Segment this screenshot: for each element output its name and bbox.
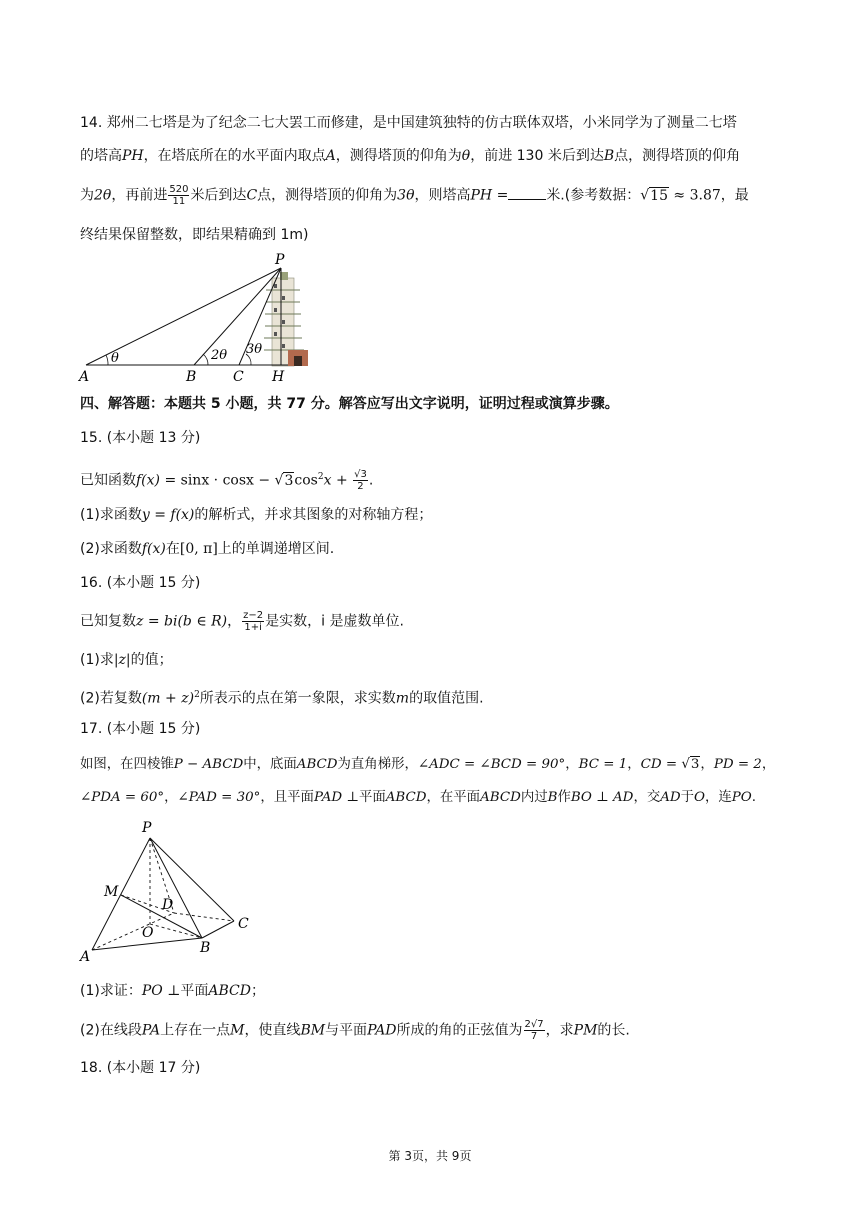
- text: 是实数，i 是虚数单位.: [265, 613, 404, 630]
- edge-AD: [92, 913, 174, 950]
- text: .: [751, 790, 757, 805]
- text: 为: [80, 187, 94, 204]
- text: 所成的角的正弦值为: [396, 1022, 523, 1039]
- q17-stem-line-1: [80, 754, 790, 776]
- label-2theta: 2θ: [211, 348, 228, 363]
- text: 15. (本小题 13 分): [80, 430, 201, 446]
- q15-head: [80, 427, 790, 449]
- superscript: 2: [317, 472, 324, 482]
- text: 米后到达: [190, 187, 247, 204]
- math: ABCD: [480, 790, 521, 805]
- fraction-numerator: 2√7: [524, 1019, 544, 1030]
- math: B: [547, 790, 558, 805]
- q14-line-1: [80, 112, 790, 134]
- math: CD =: [640, 757, 682, 772]
- math: ∠PDA = 60°: [80, 790, 165, 805]
- math: PD = 2: [713, 757, 762, 772]
- math: z = bi: [136, 613, 178, 630]
- fraction-numerator: √3: [354, 469, 367, 481]
- radicand: 3: [284, 472, 294, 489]
- text: ，在平面: [426, 790, 481, 805]
- math: M: [230, 1022, 245, 1039]
- text: (2)求函数: [80, 541, 142, 557]
- label-P: P: [275, 252, 285, 268]
- math: PO ⊥: [141, 983, 181, 999]
- text: (1)求函数: [80, 507, 142, 523]
- label-M: M: [104, 884, 119, 900]
- text: 点，测得塔顶的仰角: [614, 148, 741, 164]
- text: .: [368, 472, 374, 489]
- text: 18. (本小题 17 分): [80, 1060, 201, 1076]
- text: 已知函数: [80, 472, 136, 489]
- text: ，求: [545, 1022, 574, 1039]
- text: ，连: [705, 790, 732, 805]
- q17-stem-line-2: [80, 787, 790, 809]
- text: (1)求证：: [80, 983, 142, 999]
- q15-part-2: [80, 538, 790, 560]
- tower-illustration: [264, 272, 308, 366]
- math: x +: [323, 472, 353, 489]
- math: (b ∈ R): [177, 613, 228, 630]
- text: 上存在一点: [160, 1022, 231, 1039]
- math: B: [603, 148, 615, 164]
- fraction-denominator: 7: [530, 1031, 538, 1042]
- text: ，交: [633, 790, 661, 805]
- q14-line-2: [80, 145, 790, 167]
- fraction: [353, 469, 368, 492]
- q14-text: 14. 郑州二七塔是为了纪念二七大罢工而修建，是中国建筑独特的仿古联体双塔，小米同学为了测量二七塔: [80, 115, 737, 131]
- label-P: P: [142, 820, 152, 836]
- math: O: [694, 790, 706, 805]
- text: 的塔高: [80, 148, 122, 164]
- math: ∠PAD = 30°: [177, 790, 261, 805]
- text: ，且平面: [260, 790, 314, 805]
- label-D: D: [162, 897, 174, 913]
- math: 2θ: [94, 187, 112, 204]
- text: 与平面: [325, 1022, 368, 1039]
- math: BC = 1: [578, 757, 628, 772]
- text: ，在塔底所在的水平面内取点: [143, 148, 326, 164]
- q15-part-1: [80, 504, 790, 526]
- q17-part-1: [80, 980, 790, 1002]
- q15-stem: [80, 466, 790, 492]
- text: 米.(参考数据：: [546, 187, 641, 204]
- q14-line-4: [80, 224, 790, 246]
- fraction-denominator: 2: [357, 481, 364, 493]
- label-A: A: [79, 369, 90, 385]
- text: 作: [557, 790, 571, 805]
- label-B: B: [186, 369, 197, 385]
- text: 已知复数: [80, 613, 136, 630]
- text: 点，测得塔顶的仰角为: [257, 187, 398, 204]
- angle-arc-A: [106, 355, 108, 365]
- math: BO ⊥ AD: [570, 790, 634, 805]
- text: 的值；: [130, 652, 173, 668]
- math: y = f(x): [141, 507, 195, 523]
- math: BM: [300, 1022, 326, 1039]
- math: m: [395, 690, 410, 707]
- fraction-numerator: z−2: [243, 610, 264, 621]
- text: 17. (本小题 15 分): [80, 721, 201, 737]
- fraction: [524, 1019, 545, 1042]
- text: 在: [165, 541, 180, 557]
- math: A: [325, 148, 336, 164]
- text: 平面: [358, 790, 386, 805]
- label-theta: θ: [111, 351, 119, 366]
- math: ABCD: [208, 983, 251, 999]
- text: ，: [227, 613, 242, 630]
- text: 于: [680, 790, 695, 805]
- math: AD: [660, 790, 681, 805]
- math: 3θ: [397, 187, 415, 204]
- q14-tower-figure: [76, 250, 326, 385]
- math: f(x): [141, 541, 166, 557]
- page-footer: 第 3页，共 9页: [388, 1149, 472, 1163]
- text: ，: [164, 790, 178, 805]
- label-3theta: 3θ: [246, 342, 263, 357]
- sqrt-3: √3: [274, 472, 294, 489]
- label-C: C: [238, 916, 249, 932]
- section-4-heading: [80, 393, 790, 415]
- fraction-denominator: 1+i: [244, 622, 262, 633]
- math: [0, π]: [179, 541, 218, 557]
- text: ；: [250, 983, 265, 999]
- radicand: 15: [650, 187, 668, 204]
- fraction: [242, 610, 264, 633]
- text: (2)若复数: [80, 690, 142, 707]
- q16-part-1: [80, 649, 790, 671]
- q17-head: [80, 718, 790, 740]
- text: 为直角梯形，: [337, 757, 418, 772]
- math: |z|: [113, 652, 131, 668]
- math: PAD ⊥: [313, 790, 359, 805]
- segment-OB: [150, 924, 202, 938]
- angle-arc-B: [203, 354, 208, 365]
- math: f(x) =: [136, 472, 181, 489]
- text: 的解析式，并求其图象的对称轴方程；: [194, 507, 433, 523]
- text: 内过: [520, 790, 548, 805]
- math: PAD: [367, 1022, 397, 1039]
- q18-head: [80, 1057, 790, 1079]
- text: ，: [565, 757, 579, 772]
- q14-line-3: [80, 184, 790, 207]
- text: 16. (本小题 15 分): [80, 575, 201, 591]
- math: sinx · cosx −: [180, 472, 275, 489]
- radicand: 3: [690, 757, 700, 772]
- text: ，: [700, 757, 714, 772]
- math: ABCD: [385, 790, 427, 805]
- math: ≈ 3.87: [668, 187, 721, 204]
- fraction: [168, 184, 189, 207]
- q16-head: [80, 572, 790, 594]
- text: ，最: [720, 187, 749, 204]
- fraction-denominator: 11: [172, 196, 186, 207]
- text: ，再前进: [111, 187, 168, 204]
- math: cos: [294, 472, 318, 489]
- text: 所表示的点在第一象限，求实数: [199, 690, 396, 707]
- text: ，: [761, 757, 776, 772]
- math: C: [246, 187, 258, 204]
- math: PA: [141, 1022, 161, 1039]
- text: ，前进 130 米后到达: [470, 148, 604, 164]
- q17-pyramid-figure: [74, 818, 264, 966]
- text: 上的单调递增区间.: [217, 541, 335, 557]
- edge-PB: [150, 838, 202, 938]
- text: ，则塔高: [414, 187, 471, 204]
- math: PM: [573, 1022, 598, 1039]
- q16-stem: [80, 610, 790, 633]
- math: (m + z): [141, 690, 195, 707]
- fraction-numerator: 520: [169, 184, 189, 195]
- label-B: B: [200, 940, 211, 956]
- text: (2)在线段: [80, 1022, 142, 1039]
- text: 终结果保留整数，即结果精确到 1m): [80, 227, 309, 243]
- q17-part-2: [80, 1019, 790, 1042]
- edge-DC: [174, 913, 234, 921]
- text: ，使直线: [244, 1022, 301, 1039]
- math: PH: [122, 148, 144, 164]
- text: 如图，在四棱锥: [80, 757, 174, 772]
- answer-blank[interactable]: [508, 185, 546, 200]
- math: θ: [461, 148, 471, 164]
- text: 四、解答题：本题共 5 小题，共 77 分。解答应写出文字说明，证明过程或演算步骤。: [80, 396, 619, 412]
- label-A: A: [80, 949, 91, 965]
- q16-part-2: [80, 684, 790, 710]
- text: ，: [627, 757, 641, 772]
- label-O: O: [142, 925, 154, 941]
- text: 的取值范围.: [409, 690, 484, 707]
- text: 平面: [180, 983, 209, 999]
- text: 的长.: [597, 1022, 630, 1039]
- edge-BC: [202, 921, 234, 938]
- text: (1)求: [80, 652, 114, 668]
- text: ，测得塔顶的仰角为: [335, 148, 462, 164]
- sqrt-3: √3: [681, 757, 700, 772]
- math: P − ABCD: [173, 757, 244, 772]
- math: PH =: [470, 187, 509, 204]
- math: ABCD: [296, 757, 338, 772]
- superscript: 2: [194, 690, 200, 700]
- label-H: H: [272, 369, 285, 385]
- label-C: C: [233, 369, 244, 385]
- sqrt-15: √15: [640, 187, 668, 204]
- math: ∠ADC = ∠BCD = 90°: [417, 757, 566, 772]
- math: PO: [731, 790, 752, 805]
- text: 中，底面: [243, 757, 297, 772]
